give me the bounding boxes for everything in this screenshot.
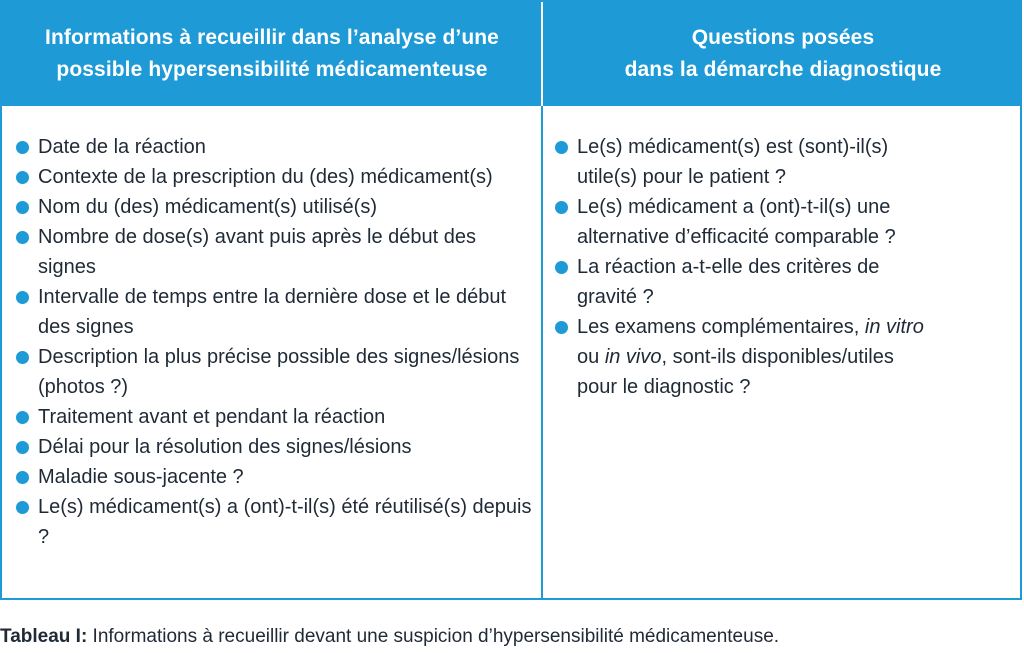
header-left-line1: Informations à recueillir dans l’analyse d’une bbox=[45, 26, 499, 49]
list-item bbox=[16, 192, 532, 222]
bullet-icon bbox=[16, 471, 29, 484]
list-item-text-line: utile(s) pour le patient ? bbox=[577, 166, 787, 188]
bullet-icon bbox=[555, 261, 568, 274]
header-left bbox=[2, 2, 542, 106]
list-item-text: Traitement avant et pendant la réaction bbox=[38, 406, 386, 428]
list-item-text: Le(s) médicament(s) a (ont)-t-il(s) été réutilisé(s) depuis ? bbox=[38, 496, 532, 548]
list-item bbox=[16, 132, 532, 162]
bullet-icon bbox=[16, 501, 29, 514]
list-item bbox=[16, 162, 532, 192]
list-item-italic-text: in vivo bbox=[604, 346, 662, 368]
list-item bbox=[555, 252, 1015, 312]
header-right bbox=[544, 2, 1022, 106]
list-item-text: Délai pour la résolution des signes/lésions bbox=[38, 436, 412, 458]
list-item-text-line: Le(s) médicament a (ont)-t-il(s) une bbox=[577, 196, 891, 218]
list-item-text-part: , sont-ils disponibles/utiles bbox=[661, 346, 894, 368]
list-item-text-line: La réaction a-t-elle des critères de bbox=[577, 256, 880, 278]
list-item-text-part: pour le diagnostic ? bbox=[577, 376, 751, 398]
list-item-text-part: ou bbox=[577, 346, 605, 368]
bullet-icon bbox=[16, 351, 29, 364]
bullet-icon bbox=[16, 411, 29, 424]
bullet-icon bbox=[16, 291, 29, 304]
caption-text: Informations à recueillir devant une suspicion d’hypersensibilité médicamenteuse. bbox=[87, 626, 780, 647]
table-header bbox=[2, 2, 1022, 106]
list-item bbox=[555, 132, 1015, 192]
header-left-line2: possible hypersensibilité médicamenteuse bbox=[56, 58, 488, 81]
bullet-icon bbox=[555, 201, 568, 214]
left-column-list bbox=[16, 132, 532, 552]
list-item-text: Date de la réaction bbox=[38, 136, 206, 158]
list-item-text: Maladie sous-jacente ? bbox=[38, 466, 244, 488]
right-column-list bbox=[555, 132, 1015, 402]
list-item bbox=[16, 342, 532, 402]
list-item-text-line: alternative d’efficacité comparable ? bbox=[577, 226, 896, 248]
header-right-line2: dans la démarche diagnostique bbox=[624, 58, 942, 81]
list-item-text: Nombre de dose(s) avant puis après le début des signes bbox=[38, 226, 477, 278]
list-item bbox=[16, 462, 532, 492]
list-item-text-part: Les examens complémentaires, bbox=[577, 316, 865, 338]
header-right-line1: Questions posées bbox=[691, 26, 875, 49]
list-item bbox=[16, 222, 532, 282]
list-item bbox=[555, 312, 1015, 402]
list-item bbox=[16, 402, 532, 432]
bullet-icon bbox=[16, 231, 29, 244]
list-item-text-line: gravité ? bbox=[577, 286, 654, 308]
bullet-icon bbox=[16, 201, 29, 214]
bullet-icon bbox=[555, 321, 568, 334]
list-item bbox=[16, 492, 532, 552]
list-item bbox=[555, 192, 1015, 252]
list-item bbox=[16, 432, 532, 462]
caption-label: Tableau I: bbox=[0, 626, 88, 647]
list-item-text: Intervalle de temps entre la dernière dose et le début des signes bbox=[38, 286, 507, 338]
column-divider bbox=[541, 106, 543, 600]
table-caption bbox=[0, 625, 1020, 649]
list-item-text: Description la plus précise possible des signes/lésions (photos ?) bbox=[38, 346, 520, 398]
bullet-icon bbox=[555, 141, 568, 154]
bullet-icon bbox=[16, 441, 29, 454]
list-item-text: Nom du (des) médicament(s) utilisé(s) bbox=[38, 196, 377, 218]
bullet-icon bbox=[16, 171, 29, 184]
list-item bbox=[16, 282, 532, 342]
list-item-text-line: Le(s) médicament(s) est (sont)-il(s) bbox=[577, 136, 889, 158]
header-divider bbox=[541, 2, 543, 106]
list-item-text: Contexte de la prescription du (des) médicament(s) bbox=[38, 166, 493, 188]
bullet-icon bbox=[16, 141, 29, 154]
list-item-italic-text: in vitro bbox=[864, 316, 924, 338]
